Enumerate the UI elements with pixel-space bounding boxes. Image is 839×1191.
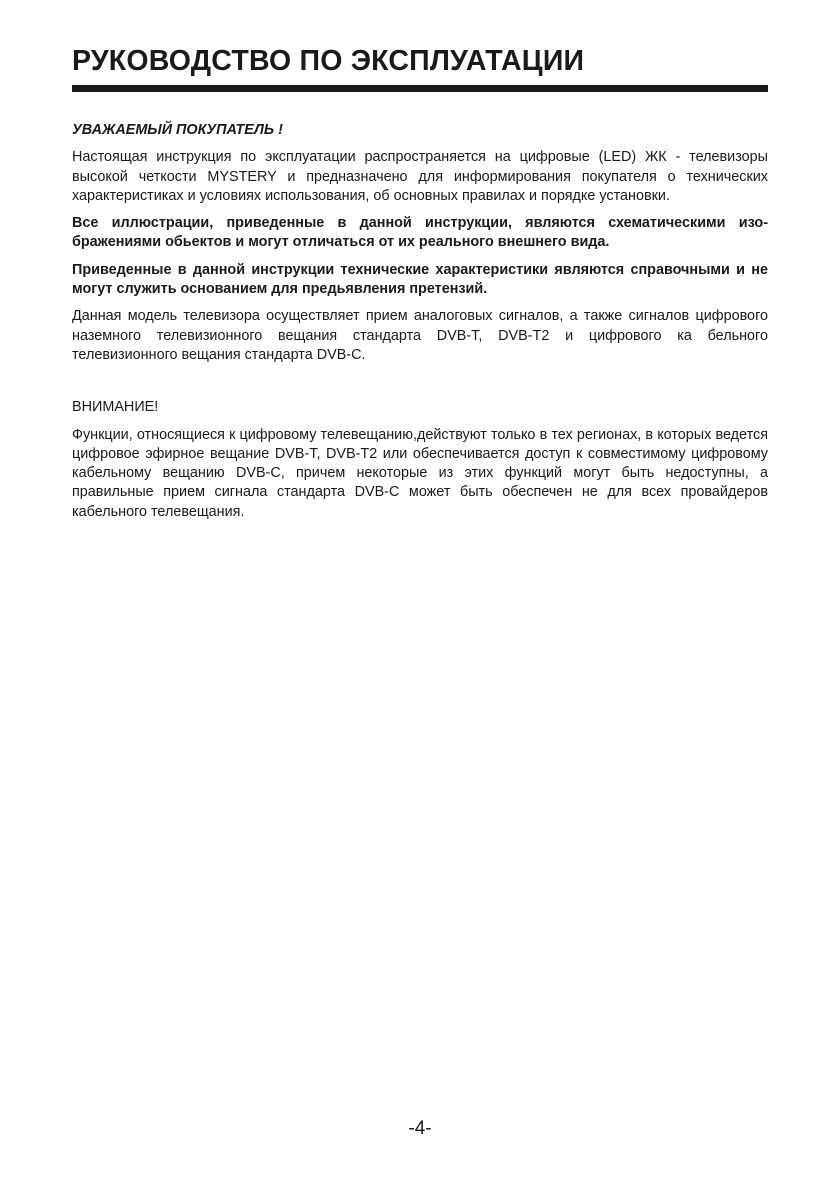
signal-reception-paragraph: Данная модель телевизора осуществляет прием аналоговых сигналов, а также сигналов цифрового наземного телевизионного вещания стандарта DVB-T, DVB-T2 и цифрового ка бельного телевизионного вещания стандарта DVB-C. [72, 308, 768, 363]
page-number: -4- [408, 1118, 432, 1139]
warning-paragraph: Функции, относящиеся к цифровому телевещанию,действуют только в тех регионах, в которых ведется цифровое эфирное вещание DVB-T, DVB-T2 или обеспечивается доступ к совместимому цифровому кабельному вещанию DVB-C, причем некоторые из этих функций могут быть недоступны, а правильные прием сигнала стандарта DVB-C может быть обеспечен не для всех провайдеров кабельного телевещания. [72, 426, 768, 520]
greeting-heading: УВАЖАЕМЫЙ ПОКУПАТЕЛЬ ! [72, 122, 283, 138]
illustrations-notice: Все иллюстрации, приведенные в данной инструкции, являются схематическими изображениями обьектов и могут отличаться от их реального внешнего вида. [72, 215, 768, 251]
intro-paragraph: Настоящая инструкция по эксплуатации распространяется на цифровые (LED) ЖК - телевизоры высокой четкости MYSTERY и предназначено для информирования покупателя о технических характеристиках и условиях использования, об основных правилах и порядке установки. [72, 149, 768, 204]
warning-heading: ВНИМАНИЕ! [72, 399, 159, 416]
page-content [72, 121, 768, 530]
title-underline-rule [72, 85, 768, 92]
page-title: РУКОВОДСТВО ПО ЭКСПЛУАТАЦИИ [72, 45, 585, 77]
manual-page [72, 0, 768, 1191]
specifications-notice: Приведенные в данной инструкции технические характеристики являются справочными и не могут служить основанием для предьявления претензий. [72, 261, 768, 298]
